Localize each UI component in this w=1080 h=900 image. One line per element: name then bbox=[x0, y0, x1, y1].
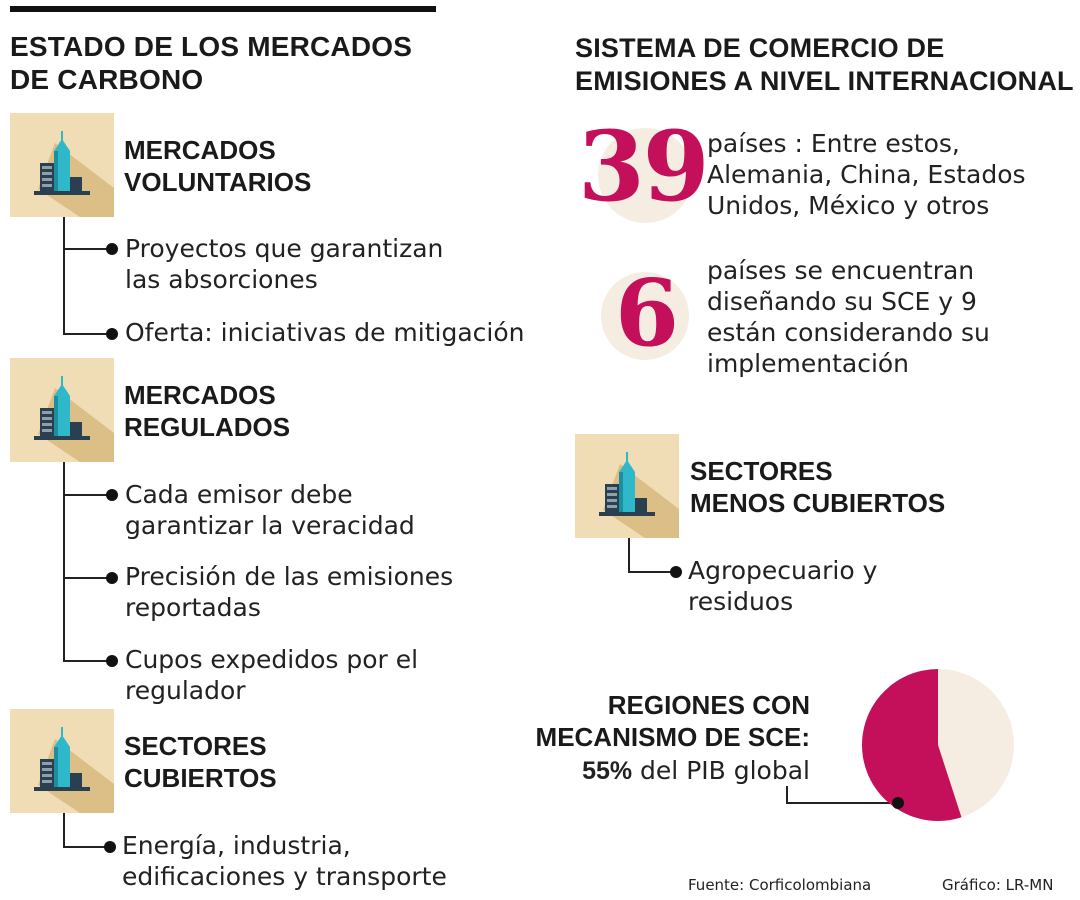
regions-heading: REGIONES CON MECANISMO DE SCE: bbox=[535, 690, 810, 752]
bullet-dot bbox=[106, 655, 118, 667]
bullet-text: Agropecuario y residuos bbox=[688, 556, 878, 616]
bullet-text: Cada emisor debe garantizar la veracidad bbox=[125, 480, 415, 540]
section-heading: MERCADOS REGULADOS bbox=[124, 380, 291, 442]
bullet-dot bbox=[104, 841, 116, 853]
connector-line bbox=[63, 813, 65, 846]
bullet-dot bbox=[106, 243, 118, 255]
section-heading: SECTORES MENOS CUBIERTOS bbox=[690, 456, 946, 518]
bullet-dot bbox=[106, 489, 118, 501]
stat-number: 39 bbox=[578, 110, 708, 223]
pie-chart bbox=[860, 667, 1016, 823]
building-icon bbox=[575, 434, 679, 538]
top-rule bbox=[10, 6, 436, 12]
left-title: ESTADO DE LOS MERCADOS DE CARBONO bbox=[10, 31, 413, 95]
building-icon bbox=[10, 358, 114, 462]
bullet-text: Precisión de las emisiones reportadas bbox=[125, 562, 454, 622]
stat-number: 6 bbox=[615, 259, 680, 367]
regions-stat bbox=[500, 755, 810, 787]
regions-pct: 55% bbox=[582, 757, 633, 785]
connector-line bbox=[786, 786, 788, 803]
bullet-dot bbox=[670, 566, 682, 578]
bullet-dot bbox=[106, 572, 118, 584]
stat-text: países se encuentran diseñando su SCE y 9 están considerando su implementación bbox=[707, 256, 990, 378]
regions-rest: del PIB global bbox=[632, 756, 810, 785]
connector-line bbox=[63, 462, 65, 660]
bullet-text: Cupos expedidos por el regulador bbox=[125, 645, 419, 705]
stat-text: países : Entre estos, Alemania, China, Estados Unidos, México y otros bbox=[707, 129, 1026, 220]
bullet-text: Proyectos que garantizan las absorciones bbox=[125, 234, 444, 294]
connector-line bbox=[628, 538, 630, 571]
credit-text: Gráfico: LR-MN bbox=[942, 876, 1054, 894]
bullet-dot bbox=[106, 328, 118, 340]
building-icon bbox=[10, 113, 114, 217]
building-icon bbox=[10, 709, 114, 813]
connector-line bbox=[628, 571, 676, 573]
section-heading: MERCADOS VOLUNTARIOS bbox=[124, 135, 312, 197]
section-heading: SECTORES CUBIERTOS bbox=[124, 731, 277, 793]
source-text: Fuente: Corficolombiana bbox=[688, 876, 872, 894]
connector-line bbox=[63, 217, 65, 333]
bullet-text: Energía, industria, edificaciones y transporte bbox=[122, 831, 447, 891]
bullet-text: Oferta: iniciativas de mitigación bbox=[125, 318, 525, 347]
pie-pointer-dot bbox=[892, 797, 904, 809]
right-title: SISTEMA DE COMERCIO DE EMISIONES A NIVEL INTERNACIONAL bbox=[575, 33, 1074, 96]
